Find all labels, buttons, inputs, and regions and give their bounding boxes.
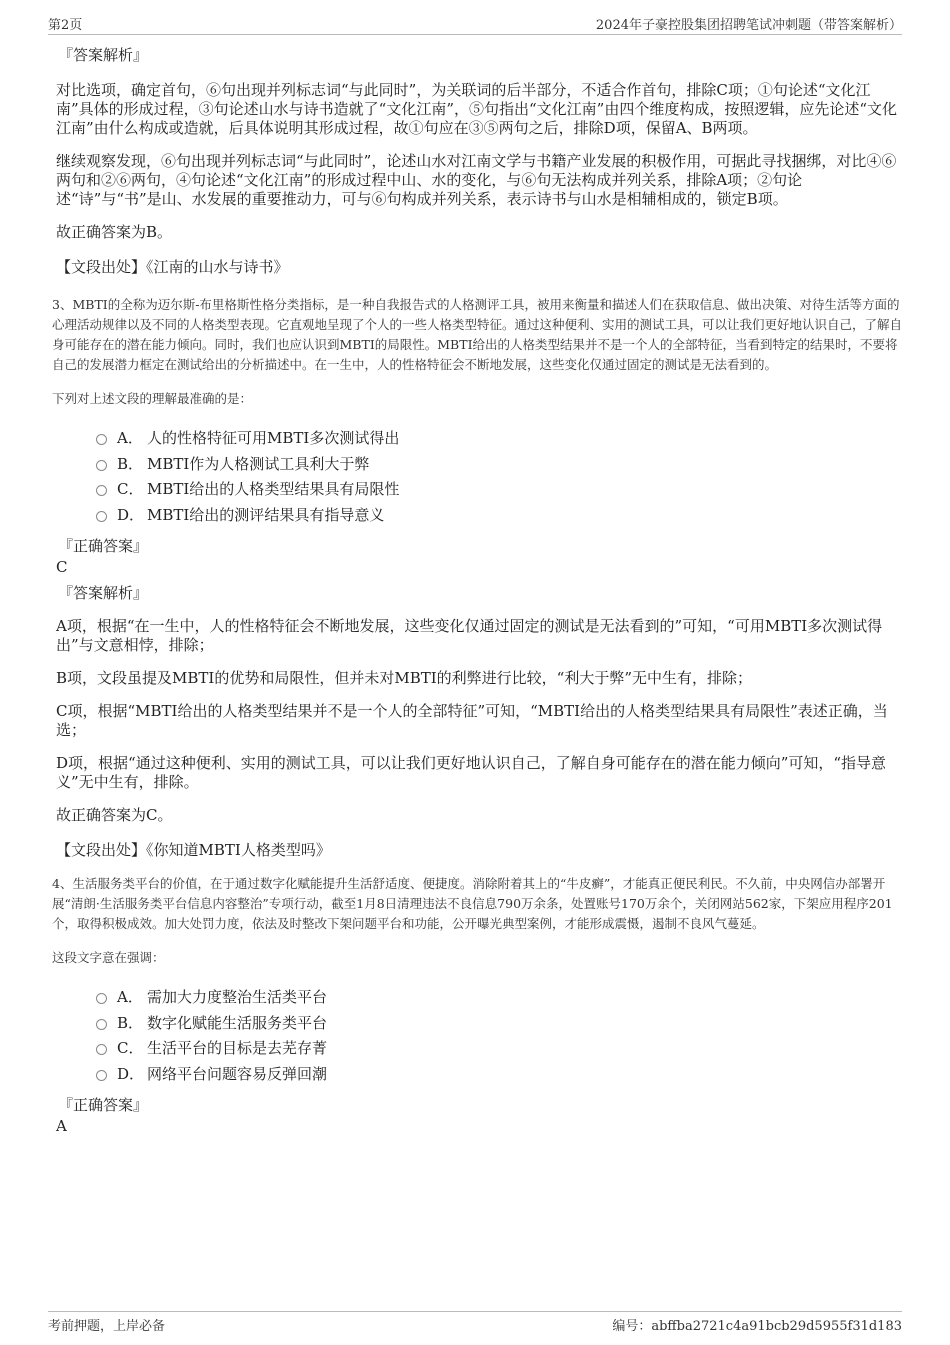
analysis-heading: 『答案解析』 (58, 46, 149, 64)
option-text: MBTI给出的测评结果具有指导意义 (147, 505, 385, 524)
analysis-paragraph: C项，根据“MBTI给出的人格类型结果并不是一个人的全部特征”可知，“MBTI给出的人格类型结果具有局限性”表述正确，当选； (56, 702, 888, 739)
document-title: 2024年子豪控股集团招聘笔试冲刺题（带答案解析） (595, 18, 902, 33)
analysis-paragraph: 继续观察发现，⑥句出现并列标志词“与此同时”，论述山水对江南文学与书籍产业发展的积极作用，可据此寻找捆绑，对比④⑥两句和②⑥两句，④句论述“文化江南”的形成过程中山、水的变化，与⑥句无法构成并列关系，排除A项；②句论述“诗”与“书”是山、水发展的重要推动力，可与⑥句构成并列关系，表示诗书与山水是相辅相成的，锁定B项。 (56, 152, 897, 208)
option-letter: D． (117, 505, 145, 524)
answer-heading: 『正确答案』 (58, 537, 149, 555)
option-b[interactable] (96, 451, 902, 477)
radio-icon[interactable] (96, 434, 107, 445)
option-letter: D． (117, 1064, 145, 1083)
option-letter: C． (117, 480, 144, 499)
option-text: 网络平台问题容易反弹回潮 (147, 1064, 328, 1083)
option-letter: A． (117, 988, 143, 1007)
option-a[interactable] (96, 984, 902, 1010)
question-passage: 4、生活服务类平台的价值，在于通过数字化赋能提升生活舒适度、便捷度。消除附着其上的“牛皮癣”，才能真正便民利民。不久前，中央网信办部署开展“清朗·生活服务类平台信息内容整治”专项行动，截至1月8日清理违法不良信息790万余条，处置账号170万余个，关闭网站562家，下架应用程序201个，取得积极成效。加大处罚力度，依法及时整改下架问题平台和功能，公开曝光典型案例，才能形成震慑，遏制不良风气蔓延。 (52, 876, 893, 931)
question-passage: 3、MBTI的全称为迈尔斯-布里格斯性格分类指标，是一种自我报告式的人格测评工具，被用来衡量和描述人们在获取信息、做出决策、对待生活等方面的心理活动规律以及不同的人格类型表现。它直观地呈现了个人的一些人格类型特征。通过这种便利、实用的测试工具，可以让我们更好地认识自己，了解自身可能存在的潜在能力倾向。同时，我们也应认识到MBTI的局限性。MBTI给出的人格类型结果并不是一个人的全部特征，当看到特定的结果时，不要将自己的发展潜力框定在测试给出的分析描述中。在一生中，人的性格特征会不断地发展，这些变化仅通过固定的测试是无法看到的。 (52, 297, 903, 372)
options-list (96, 984, 902, 1086)
analysis-paragraph: D项，根据“通过这种便利、实用的测试工具，可以让我们更好地认识自己，了解自身可能存在的潜在能力倾向”可知，“指导意义”无中生有，排除。 (56, 754, 887, 791)
option-a[interactable] (96, 425, 902, 451)
analysis-paragraph: A项，根据“在一生中，人的性格特征会不断地发展，这些变化仅通过固定的测试是无法看到的”可知，“可用MBTI多次测试得出”与文意相悖，排除； (56, 617, 883, 654)
question-prompt: 下列对上述文段的理解最准确的是： (52, 391, 253, 406)
page-footer (48, 1311, 902, 1334)
radio-icon[interactable] (96, 1070, 107, 1081)
option-c[interactable] (96, 1035, 902, 1061)
option-letter: B． (117, 1013, 144, 1032)
radio-icon[interactable] (96, 460, 107, 471)
radio-icon[interactable] (96, 1044, 107, 1055)
option-letter: B． (117, 454, 144, 473)
options-list (96, 425, 902, 527)
page-header (48, 12, 902, 35)
analysis-conclusion: 故正确答案为C。 (56, 806, 173, 824)
page-number: 第2页 (48, 18, 83, 33)
question-prompt: 这段文字意在强调： (52, 950, 165, 965)
option-d[interactable] (96, 502, 902, 528)
radio-icon[interactable] (96, 993, 107, 1004)
answer-heading: 『正确答案』 (58, 1096, 149, 1114)
option-b[interactable] (96, 1010, 902, 1036)
correct-answer: A (56, 1117, 67, 1135)
document-id: 编号：abffba2721c4a91bcb29d5955f31d183 (612, 1319, 902, 1334)
passage-source: 【文段出处】《江南的山水与诗书》 (56, 258, 289, 276)
page-content (52, 44, 903, 1141)
analysis-conclusion: 故正确答案为B。 (56, 223, 173, 241)
radio-icon[interactable] (96, 511, 107, 522)
option-text: 生活平台的目标是去芜存菁 (147, 1039, 328, 1058)
correct-answer: C (56, 558, 68, 576)
option-text: MBTI给出的人格类型结果具有局限性 (147, 480, 400, 499)
option-c[interactable] (96, 476, 902, 502)
option-text: 数字化赋能生活服务类平台 (147, 1013, 328, 1032)
option-text: 需加大力度整治生活类平台 (147, 988, 328, 1007)
analysis-paragraph: 对比选项，确定首句，⑥句出现并列标志词“与此同时”，为关联词的后半部分，不适合作首句，排除C项；①句论述“文化江南”具体的形成过程，③句论述山水与诗书造就了“文化江南”，⑤句指出“文化江南”由四个维度构成，按照逻辑，应先论述“文化江南”由什么构成或造就，后具体说明其形成过程，故①句应在③⑤两句之后，排除D项，保留A、B两项。 (56, 81, 898, 137)
option-letter: A． (117, 429, 143, 448)
option-d[interactable] (96, 1061, 902, 1087)
analysis-heading: 『答案解析』 (58, 584, 149, 602)
option-text: 人的性格特征可用MBTI多次测试得出 (147, 429, 400, 448)
radio-icon[interactable] (96, 1019, 107, 1030)
option-text: MBTI作为人格测试工具利大于弊 (147, 454, 370, 473)
radio-icon[interactable] (96, 485, 107, 496)
passage-source: 【文段出处】《你知道MBTI人格类型吗》 (56, 841, 331, 859)
footer-slogan: 考前押题，上岸必备 (48, 1319, 166, 1334)
option-letter: C． (117, 1039, 144, 1058)
analysis-paragraph: B项，文段虽提及MBTI的优势和局限性，但并未对MBTI的利弊进行比较，“利大于弊”无中生有，排除； (56, 669, 752, 687)
